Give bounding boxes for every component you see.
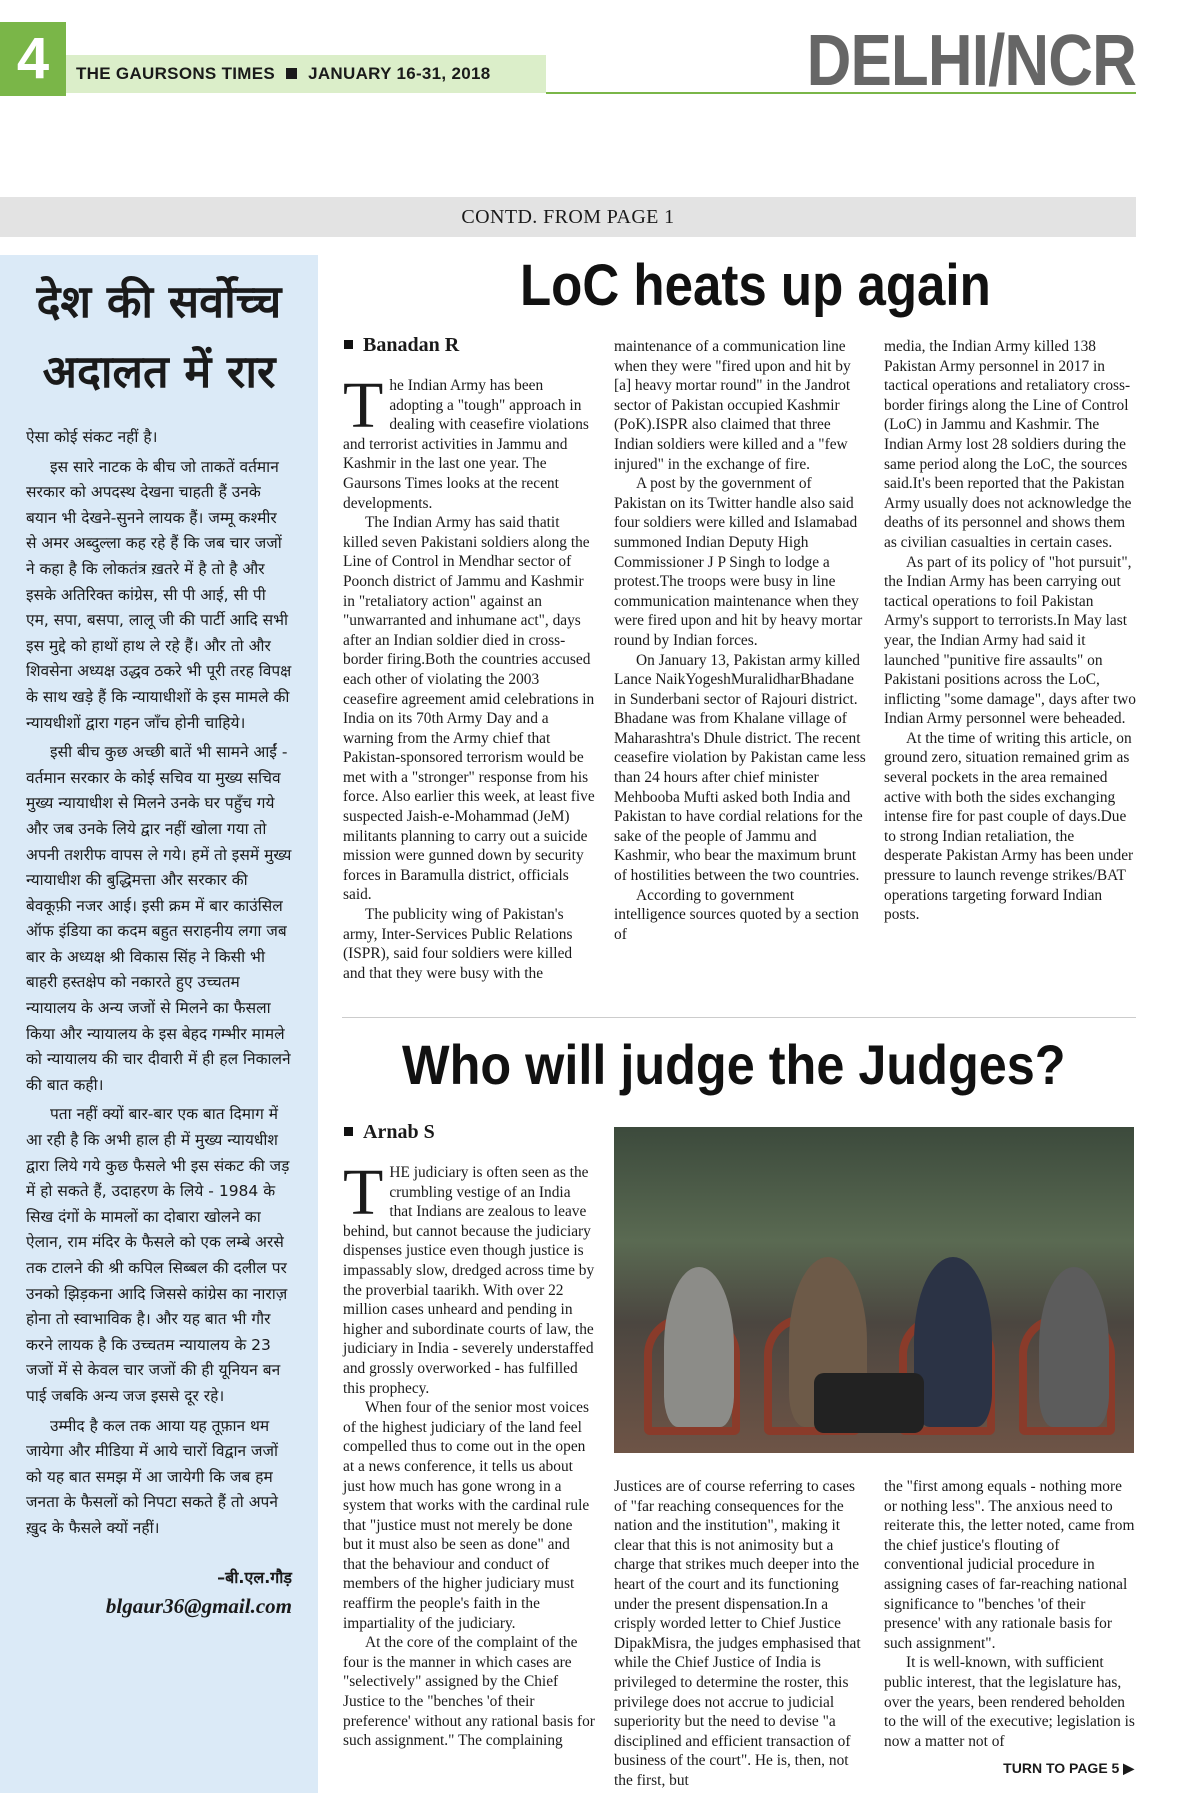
article1-paragraph: A post by the government of Pakistan on its Twitter handle also said four soldiers were killed and Islamabad summoned Indian Deputy High Commissioner J P Singh to lodge a protest.The troops were busy in line communication maintenance when they were fired upon and hit by heavy mortar round by Indian forces.	[614, 475, 863, 649]
masthead-strip	[66, 55, 546, 93]
article1-paragraph: As part of its policy of "hot pursuit", the Indian Army has been carrying out tactical operations to foil Pakistan Army's support to terrorists.In May last year, the Indian Army had said it launched "punitive fire assaults" on Pakistani positions across the LoC, inflicting "some damage", days after two Indian Army personnel were beheaded.	[884, 553, 1136, 728]
hindi-article	[0, 255, 318, 1793]
hindi-paragraph: इस सारे नाटक के बीच जो ताकतें वर्तमान सरकार को अपदस्थ देखना चाहती हैं उनके बयान भी देखने-सुनने लायक हैं। जम्मू कश्मीर से अमर अब्दुल्ला कह रहे हैं कि जब चार जजों ने कहा है कि लोकतंत्र ख़तरे में है तो है और इसके अतिरिक्त कांग्रेस, सी पी आई, सी पी एम, सपा, बसपा, लालू जी की पार्टी आदि सभी इस मुद्दे को हाथों हाथ ले रहे हैं। और तो और शिवसेना अध्यक्ष उद्धव ठकरे भी पूरी तरह विपक्ष के साथ खड़े हैं कि न्यायाधीशों के इस मामले की न्यायधीशों द्वारा गहन जाँच होनी चाहिये।	[26, 457, 292, 732]
hindi-author-signature: –बी.एल.गौड़	[217, 1567, 292, 1587]
article2-paragraph: At the core of the complaint of the four is the manner in which cases are "selectively" assigned by the Chief Justice to the "benches 'of their preference' without any rational basis for such assignment." The complaining	[343, 1634, 595, 1750]
author-email: blgaur36@gmail.com	[105, 1593, 292, 1618]
continued-banner: CONTD. FROM PAGE 1	[0, 197, 1136, 237]
drop-cap: T	[343, 1156, 384, 1229]
article1-column-3	[884, 337, 1136, 925]
article2-headline: Who will judge the Judges?	[402, 1033, 1066, 1096]
hindi-headline-line2: अदालत में रार	[42, 345, 276, 398]
article2-paragraph: It is well-known, with sufficient public interest, that the legislature has, over the years, been rendered beholden to the will of the executive; legislation is now a matter not of	[884, 1654, 1135, 1750]
article1-byline	[344, 334, 459, 357]
article1-paragraph: At the time of writing this article, on ground zero, situation remained grim as several pockets in the area remained active with both the sides exchanging intense fire for past couple of days.Due to strong Indian retaliation, the desperate Pakistan Army has been under pressure to launch revenge strikes/BAT operations targeting forward Indian posts.	[884, 729, 1134, 924]
article1-paragraph: The Indian Army has said thatit killed seven Pakistani soldiers along the Line of Control in Mendhar sector of Poonch district of Jammu and Kashmir in "retaliatory action" against an "unwarranted and inhumane act", days after an Indian soldier died in cross-border firing.Both the countries accused each other of violating the 2003 ceasefire agreement amid celebrations in India on its 70th Army Day and a warning from the Army chief that Pakistan-sponsored terrorism would be met with a "stronger" response from his force. Also earlier this week, at least five suspected Jaish-e-Mohammad (JeM) militants planning to carry out a suicide mission were gunned down by security forces in Baramulla district, officials said.	[343, 514, 595, 904]
hindi-paragraph: उम्मीद है कल तक आया यह तूफ़ान थम जायेगा और मीडिया में आये चारों विद्वान जजों को यह बात समझ में आ जायेगी कि जब हम जनता के फैसलों को निपटा सकते हैं तो अपने ख़ुद के फैसले क्यों नहीं।	[26, 1416, 279, 1537]
article1-column-2	[614, 337, 866, 944]
judges-press-conference-photo	[614, 1127, 1134, 1453]
page-number: 4	[0, 22, 66, 96]
article1-paragraph: According to government intelligence sources quoted by a section of	[614, 886, 859, 943]
drop-cap: T	[343, 369, 384, 442]
article2-paragraph: When four of the senior most voices of the highest judiciary of the land feel compelled thus to come out in the open at a news conference, it tells us about just how much has gone wrong in a system that works with the cardinal rule that "justice must not merely be done but it must also be seen as done" and that the behaviour and conduct of members of the higher judiciary must reaffirm the people's faith in the impartiality of the judiciary.	[343, 1399, 590, 1632]
article2-byline	[344, 1121, 435, 1144]
article1-column-1	[343, 369, 595, 983]
publication-name: THE GAURSONS TIMES	[76, 64, 276, 83]
article1-paragraph: On January 13, Pakistan army killed Lance NaikYogeshMuralidharBhadane in Sunderbani sector of Rajouri district. Bhadane was from Khalane village of Maharashtra's Dhule district. The recent ceasefire violation by Pakistan came less than 24 hours after chief minister Mehbooba Mufti asked both India and Pakistan to have cordial relations for the sake of the people of Jammu and Kashmir, who bear the maximum brunt of hostilities between the two countries.	[614, 651, 866, 885]
hindi-paragraph: पता नहीं क्यों बार-बार एक बात दिमाग में आ रही है कि अभी हाल ही में मुख्य न्यायधीश द्वारा लिये गये कुछ फैसले भी इस संकट की जड़ में हो सकते हैं, उदाहरण के लिये - 1984 के सिख दंगों के मामलों का दोबारा खोलने का ऐलान, राम मंदिर के फैसले को एक लम्बे अरसे तक टालने की श्री कपिल सिब्बल की दलील पर उनको झिड़कना आदि जिससे कांग्रेस का नाराज़ होना तो स्वाभाविक है। और यह बात भी गौर करने लायक है कि उच्चतम न्यायालय के 23 जजों में से केवल चार जजों की ही यूनियन बन पाई जबकि अन्य जज इससे दूर रहे।	[26, 1105, 290, 1405]
person-figure	[914, 1257, 992, 1427]
hindi-paragraph: इसी बीच कुछ अच्छी बातें भी सामने आईं - वर्तमान सरकार के कोई सचिव या मुख्य सचिव मुख्य न्यायाधीश से मिलने उनके घर पहुँच गये और जब उनके लिये द्वार नहीं खोला गया तो अपनी तशरीफ वापस ले गये। हमें तो इसमें मुख्य न्यायाधीश की बुद्धिमत्ता और सरकार की बेवकूफ़ी नजर आई। इसी क्रम में बार काउंसिल ऑफ इंडिया का कदम बहुत सराहनीय लगा जब बार के अध्यक्ष श्री विकास सिंह ने किसी भी बाहरी हस्तक्षेप को नकारते हुए उच्चतम न्यायालय के अन्य जजों से मिलने का फैसला किया और न्यायालय के इस बेहद गम्भीर मामले को न्यायालय की चार दीवारी में ही हल निकालने की बात कही।	[26, 743, 292, 1094]
article2-column-2	[614, 1477, 866, 1791]
article1-paragraph: media, the Indian Army killed 138 Pakistan Army personnel in 2017 in tactical operations and retaliatory cross-border firings along the Line of Control (LoC) in Jammu and Kashmir. The Indian Army lost 28 soldiers during the same period along the LoC, the sources said.It's been reported that the Pakistan Army usually does not acknowledge the deaths of its personnel and shows them as civilian casualties in certain cases.	[884, 338, 1132, 551]
hindi-headline	[26, 255, 292, 425]
article1-paragraph: The publicity wing of Pakistan's army, Inter-Services Public Relations (ISPR), said four soldiers were killed and that they were busy with the	[343, 906, 573, 982]
hindi-article-body	[26, 425, 292, 1542]
article1-paragraph: The Indian Army has been adopting a "tough" approach in dealing with ceasefire violations and terrorist activities in Jammu and Kashmir in the last one year. The Gaursons Times looks at the recent developments.	[343, 369, 589, 512]
issue-date: JANUARY 16-31, 2018	[308, 64, 491, 83]
hindi-headline-line1: देश की सर्वोच्च	[36, 275, 282, 328]
turn-to-page-link[interactable]: TURN TO PAGE 5 ▶	[1003, 1760, 1134, 1776]
article2-column-1	[343, 1156, 595, 1751]
article2-column-3	[884, 1477, 1136, 1751]
byline-bullet-icon	[344, 1127, 353, 1136]
microphones-cluster	[814, 1373, 924, 1433]
person-figure	[1039, 1267, 1109, 1427]
person-figure	[664, 1267, 734, 1427]
article-divider	[342, 1017, 1136, 1018]
hindi-paragraph: ऐसा कोई संकट नहीं है।	[26, 428, 158, 446]
square-bullet-icon	[286, 68, 297, 79]
article1-author: Banadan R	[363, 334, 460, 356]
article2-paragraph: Justices are of course referring to cases of "far reaching consequences for the nation and the institution", making it clear that this is not animosity but a charge that strikes much deeper into the heart of the court and its functioning under the present dispensation.In a crisply worded letter to Chief Justice DipakMisra, the judges emphasised that while the Chief Justice of India is privileged to determine the roster, this privilege does not accrue to judicial superiority but the need to devise "a disciplined and efficient transaction of business of the court". He is, then, not the first, but	[614, 1478, 861, 1789]
article1-paragraph: maintenance of a communication line when they were "fired upon and hit by [a] heavy mortar round" in the Jandrot sector of Pakistan occupied Kashmir (PoK).ISPR also claimed that three Indian soldiers were killed and a "few injured" in the exchange of fire.	[614, 338, 851, 473]
section-title: DELHI/NCR	[806, 21, 1136, 101]
article2-paragraph: THE judiciary is often seen as the crumbling vestige of an India that Indians are zealous to leave behind, but cannot because the judiciary dispenses justice even though justice is impassably slow, dredged across time by the proverbial taarikh. With over 22 million cases unheard and pending in higher and subordinate courts of law, the judiciary in India - severely understaffed and grossly overworked - has fulfilled this prophecy.	[343, 1156, 595, 1397]
article2-author: Arnab S	[363, 1121, 435, 1143]
article1-headline: LoC heats up again	[520, 253, 991, 318]
article2-paragraph: the "first among equals - nothing more or nothing less". The anxious need to reiterate this, the letter noted, came from the chief justice's flouting of conventional judicial procedure in assigning cases of far-reaching national significance to "benches 'of their presence' with any rationale basis for such assignment".	[884, 1478, 1135, 1652]
byline-bullet-icon	[344, 340, 353, 349]
